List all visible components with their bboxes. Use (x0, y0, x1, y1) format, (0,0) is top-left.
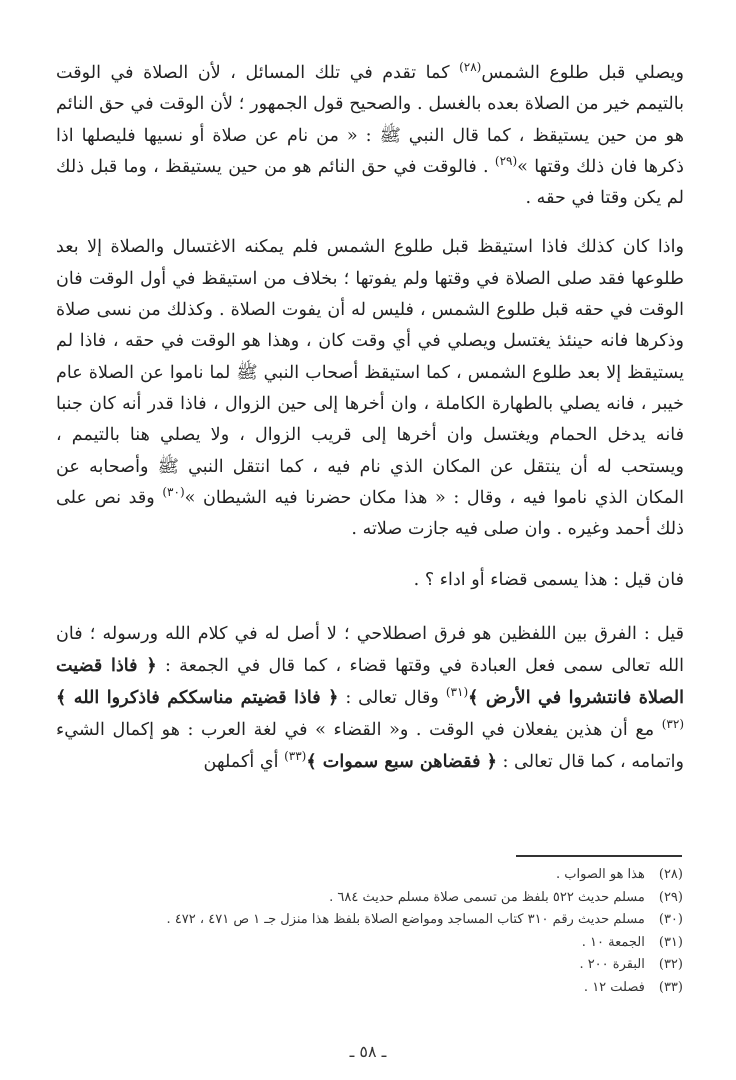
text-segment: وقال تعالى : (338, 688, 446, 709)
footnote-text: فصلت ١٢ . (583, 979, 645, 995)
footnotes (56, 864, 683, 999)
footnote-item (56, 954, 683, 977)
footnote-item (56, 864, 683, 887)
footnote-item (56, 909, 683, 932)
text-segment: ويصلي قبل طلوع الشمس (481, 63, 684, 83)
footnote-item (56, 887, 683, 910)
text-segment: واذا كان كذلك فاذا استيقظ قبل طلوع الشمس فلم يمكنه الاغتسال والصلاة إلا بعد طلوعها فقد صلى الصلاة في وقتها ولم يفوتها ؛ بخلاف من استيقظ في أول الوقت فان الوقت في حقه قبل طلوع الشمس ، فليس له أن يفوت الصلاة . وكذلك من نسى صلاة وذكرها فانه حينئذ يغتسل ويصلي في أي وقت كان ، وهذا هو الوقت في حقه ، فاذا لم يستيقظ إلا بعد طلوع الشمس ، كما استيقظ أصحاب النبي ﷺ لما ناموا عن الصلاة عام خيبر ، فانه يصلي بالطهارة الكاملة ، وان أخرها إلى حين الزوال ، فاذا قدر أنه كان جنبا فانه يدخل الحمام ويغتسل وان أخرها إلى قريب الزوال ، ولا يصلي هنا بالتيمم ، ويستحب له أن ينتقل عن المكان الذي نام فيه ، كما انتقل النبي ﷺ وأصحابه عن المكان الذي ناموا فيه ، وقال : « هذا مكان حضرنا فيه الشيطان » (56, 237, 684, 508)
quran-quote: ﴿ فاذا قضيتم مناسككم فاذكروا الله ﴾ (56, 687, 339, 709)
paragraph-answer (56, 619, 684, 778)
paragraph-1 (56, 58, 684, 214)
footnote-divider (516, 855, 682, 857)
text-segment: قيل : الفرق بين اللفظين هو فرق اصطلاحي ؛ لا أصل له في كلام الله ورسوله ؛ فان الله تعالى سمى فعل العبادة في وقتها قضاء ، كما قال في الجمعة : (56, 623, 685, 677)
footnote-item (56, 977, 683, 1000)
text-segment: وقد نص على ذلك أحمد وغيره . وان صلى فيه جازت صلاته . (56, 487, 684, 540)
footnote-ref[interactable]: (٢٩) (494, 154, 518, 169)
footnote-ref[interactable]: (٣١) (445, 685, 469, 700)
text-segment: كما تقدم في تلك المسائل ، لأن الصلاة في الوقت بالتيمم خير من الصلاة بعده بالغسل . والصحيح قول الجمهور ؛ لأن الوقت في حق النائم هو من حين يستيقظ ، كما قال النبي ﷺ : « من نام عن صلاة أو نسيها فليصلها اذا ذكرها فان ذلك وقتها » (56, 63, 684, 177)
footnote-text: مسلم حديث رقم ٣١٠ كتاب المساجد ومواضع الصلاة بلفظ هذا منزل جـ ١ ص ٤٧١ ، ٤٧٢ . (166, 912, 645, 927)
quran-quote: ﴿ فاذا قضيت الصلاة فانتشروا في الأرض ﴾ (56, 655, 685, 709)
main-text (56, 58, 684, 778)
footnote-item (56, 932, 683, 955)
text-segment: . فالوقت في حق النائم هو من حين يستيقظ ، وما قبل ذلك لم يكن وقتا في حقه . (56, 156, 684, 209)
footnote-number: (٣٢) (658, 957, 683, 972)
text-segment: أي أكملهن (203, 751, 285, 772)
footnote-number: (٣٠) (658, 912, 683, 927)
text-segment: مع أن هذين يفعلان في الوقت . و« القضاء » في لغة العرب : هو إكمال الشيء واتمامه ، كما قال تعالى : (56, 719, 684, 772)
text-segment: فان قيل : هذا يسمى قضاء أو اداء ؟ . (413, 570, 684, 591)
footnote-ref[interactable]: (٣٢) (661, 716, 684, 731)
footnote-text: الجمعة ١٠ . (581, 934, 645, 950)
footnote-number: (٣٣) (658, 979, 683, 995)
footnote-number: (٢٩) (658, 889, 683, 905)
footnote-ref[interactable]: (٢٨) (459, 60, 482, 75)
footnote-ref[interactable]: (٣٠) (162, 485, 185, 499)
paragraph-question (56, 565, 684, 596)
footnote-number: (٢٨) (658, 867, 683, 882)
footnote-text: هذا هو الصواب . (556, 867, 645, 882)
footnote-text: البقرة ٢٠٠ . (579, 957, 645, 972)
footnote-ref[interactable]: (٣٣) (284, 749, 307, 764)
footnote-text: مسلم حديث ٥٢٢ بلفظ من تسمى صلاة مسلم حديث ٦٨٤ . (329, 889, 645, 905)
page-number: ـ ٥٨ ـ (349, 1042, 387, 1061)
paragraph-2 (56, 232, 684, 545)
quran-quote: ﴿ فقضاهن سبع سموات ﴾ (306, 750, 497, 772)
footnote-number: (٣١) (658, 934, 683, 950)
